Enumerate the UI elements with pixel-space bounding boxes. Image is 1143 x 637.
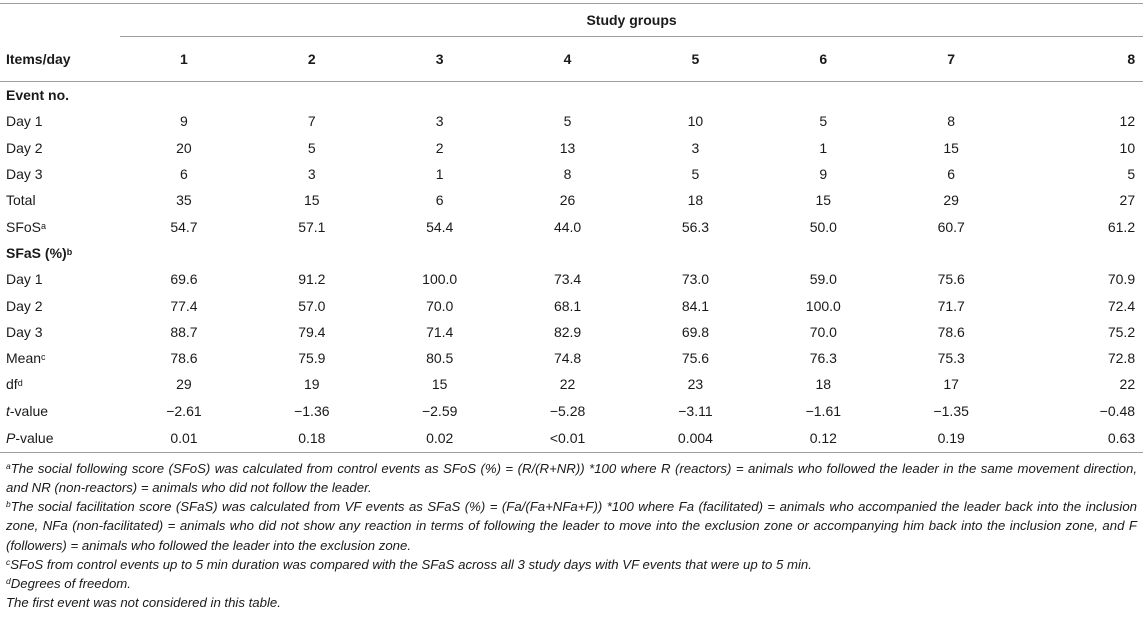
table-cell: 35: [176, 192, 192, 209]
table-cell: 6: [180, 166, 188, 183]
table-cell: 74.8: [553, 350, 582, 367]
table-cell: 79.4: [298, 323, 326, 340]
footnote-text: The social following score (SFoS) was calculated from control events as SFoS (%) = (R/(R+NR)) *100 where R (reactors) = animals who followed the leader in the same movement direction, and NR (non-reactors) = animals who did not follow the leader.: [6, 460, 1137, 496]
table-cell: 5: [819, 113, 828, 130]
table-row: [0, 108, 1143, 134]
footnote-a: [6, 459, 1137, 497]
table-cell: 27: [1119, 192, 1136, 209]
table-cell: −2.61: [166, 402, 202, 419]
table-cell: 78.6: [937, 323, 965, 340]
table-cell: 26: [559, 192, 576, 209]
header-row: [0, 37, 1143, 82]
table-cell: 78.6: [170, 350, 198, 367]
footnote-text: The social facilitation score (SFaS) was calculated from VF events as SFaS (%) = (Fa/(Fa+NFa+F)) *100 where Fa (facilitated) = animals who accompanied the leader back into the inclusion zone, NFa (non-facilitated) = animals who did not show any reaction in terms of following the leader to move into the exclusion zone or accompanying him back into the inclusion zone, and F (followers) = animals who followed the leader into the exclusion zone.: [6, 499, 1137, 553]
table-cell: 75.6: [681, 350, 710, 367]
table-cell: 7: [307, 113, 316, 130]
footnote-d: [6, 574, 1137, 593]
footnote-e: The first event was not considered in this table.: [6, 595, 281, 611]
table-cell: 0.63: [1015, 424, 1143, 453]
section-title-text: SFaS (%): [6, 244, 67, 261]
table-cell: 9: [180, 113, 188, 130]
table-cell: 19: [304, 376, 320, 393]
table-cell: 100.0: [422, 271, 458, 288]
group-header: 6: [759, 37, 887, 82]
table-cell: 72.4: [1107, 297, 1136, 314]
row-label-text: -value: [9, 402, 49, 419]
row-label-italic: t: [6, 402, 10, 419]
footnote-marker: b: [6, 499, 11, 510]
table-cell: 6: [435, 192, 444, 209]
table-cell: −1.35: [933, 402, 969, 419]
footnote-marker: c: [41, 352, 46, 363]
table-row: [0, 161, 1143, 187]
row-label: [0, 213, 120, 239]
table-cell: 5: [691, 166, 700, 183]
table-cell: −0.48: [1099, 402, 1136, 419]
table-cell: 3: [691, 139, 700, 156]
section-row: [0, 82, 1143, 109]
table-cell: −5.28: [549, 402, 586, 419]
table-cell: −1.61: [805, 402, 842, 419]
table-cell: 71.7: [937, 297, 965, 314]
table-cell: 13: [559, 139, 576, 156]
table-cell: 17: [943, 376, 959, 393]
table-row: [0, 292, 1143, 318]
table-cell: 80.5: [426, 350, 454, 367]
table-cell: 2: [435, 139, 444, 156]
table-row: [0, 213, 1143, 239]
row-label: Day 2: [6, 139, 43, 156]
table-cell: 22: [1119, 376, 1136, 393]
table-cell: −2.59: [421, 402, 458, 419]
table-cell: 54.4: [426, 218, 454, 235]
row-label-italic: P: [6, 429, 16, 446]
table-cell: 69.8: [681, 323, 710, 340]
table-row: [0, 135, 1143, 161]
group-header: 3: [376, 37, 504, 82]
table-cell: −1.36: [294, 402, 330, 419]
table-cell: 18: [687, 192, 704, 209]
table-row: [0, 266, 1143, 292]
table-cell: 88.7: [170, 323, 198, 340]
row-label: [0, 398, 120, 424]
table-cell: 73.0: [681, 271, 710, 288]
row-label-text: -value: [15, 429, 54, 446]
table-cell: 0.18: [248, 424, 376, 453]
group-title: Study groups: [120, 4, 1143, 37]
table-cell: 20: [176, 139, 192, 156]
table-cell: 60.7: [937, 218, 965, 235]
table-cell: 68.1: [553, 297, 582, 314]
table-row: [0, 424, 1143, 453]
table-cell: 18: [815, 376, 832, 393]
group-header: 1: [120, 37, 248, 82]
table-cell: 1: [819, 139, 828, 156]
table-cell: 70.0: [426, 297, 454, 314]
section-row: [0, 240, 1143, 266]
table-row: [0, 319, 1143, 345]
table-cell: 23: [687, 376, 704, 393]
table-cell: 71.4: [426, 323, 454, 340]
table-cell: 76.3: [809, 350, 837, 367]
row-label: Day 2: [6, 297, 43, 314]
row-label-text: SFoS: [6, 218, 42, 235]
group-title-row: [0, 4, 1143, 37]
row-label-text: Mean: [6, 350, 42, 367]
table-cell: 0.01: [120, 424, 248, 453]
table-cell: 61.2: [1107, 218, 1136, 235]
table-cell: 69.6: [170, 271, 198, 288]
table-cell: 57.0: [298, 297, 326, 314]
row-label: [0, 424, 120, 453]
table-cell: −3.11: [678, 402, 713, 419]
group-header: 5: [632, 37, 760, 82]
section-title: [0, 240, 1143, 266]
table-row: [0, 371, 1143, 397]
table-cell: 56.3: [681, 218, 710, 235]
table-cell: 75.2: [1107, 323, 1136, 340]
table-cell: 84.1: [681, 297, 710, 314]
footnote-marker: b: [66, 246, 73, 257]
row-label: [0, 371, 120, 397]
table-cell: 29: [943, 192, 959, 209]
table-cell: 75.6: [937, 271, 965, 288]
table-cell: 72.8: [1107, 350, 1136, 367]
footnote-marker: a: [41, 220, 47, 231]
table-cell: 15: [431, 376, 448, 393]
table-cell: 70.9: [1107, 271, 1136, 288]
table-cell: 6: [947, 166, 956, 183]
footnote-marker: a: [6, 460, 11, 471]
footnote-marker: d: [6, 576, 11, 587]
table-cell: 8: [947, 113, 956, 130]
data-table: [0, 3, 1143, 453]
section-title: Event no.: [6, 87, 70, 104]
table-cell: 15: [304, 192, 320, 209]
table-cell: 29: [176, 376, 192, 393]
table-cell: 0.12: [759, 424, 887, 453]
table-cell: 75.3: [937, 350, 965, 367]
row-label-text: df: [6, 376, 18, 393]
table-cell: 100.0: [805, 297, 841, 314]
table-cell: 44.0: [553, 218, 582, 235]
table-cell: 0.19: [887, 424, 1015, 453]
row-label: Day 1: [6, 113, 43, 130]
row-label-header: Items/day: [0, 37, 120, 82]
table-cell: 3: [435, 113, 444, 130]
table-cell: 0.02: [376, 424, 504, 453]
footnote-marker: d: [17, 378, 23, 389]
table-cell: 50.0: [809, 218, 837, 235]
table-cell: 3: [307, 166, 316, 183]
table-cell: 22: [559, 376, 576, 393]
table-cell: 54.7: [170, 218, 198, 235]
group-header: 7: [887, 37, 1015, 82]
table-row: [0, 398, 1143, 424]
group-header: 8: [1015, 37, 1143, 82]
table-footnotes: [0, 453, 1143, 613]
table-cell: 8: [563, 166, 572, 183]
table-cell: 9: [819, 166, 828, 183]
table-cell: 59.0: [809, 271, 837, 288]
table-cell: 82.9: [553, 323, 582, 340]
table-cell: 77.4: [170, 297, 198, 314]
table-cell: 15: [943, 139, 959, 156]
table-cell: 10: [687, 113, 704, 130]
group-header: 2: [248, 37, 376, 82]
table-row: [0, 187, 1143, 213]
row-label: Day 3: [6, 166, 43, 183]
row-label: Total: [6, 192, 36, 209]
table-cell: 5: [563, 113, 572, 130]
table-cell: 73.4: [553, 271, 582, 288]
footnote-marker: c: [6, 556, 11, 567]
group-header: 4: [504, 37, 632, 82]
table-cell: 10: [1119, 139, 1136, 156]
table-cell: 5: [1127, 166, 1136, 183]
row-label: Day 1: [6, 271, 43, 288]
table-cell: 0.004: [632, 424, 760, 453]
table-cell: 12: [1119, 113, 1136, 130]
table-cell: 70.0: [809, 323, 837, 340]
table-cell: 91.2: [298, 271, 326, 288]
table-row: [0, 345, 1143, 371]
footnote-b: [6, 497, 1137, 555]
table-cell: 57.1: [298, 218, 326, 235]
footnote-c: [6, 555, 1137, 574]
row-label: [0, 345, 120, 371]
table-cell: 1: [435, 166, 444, 183]
row-label: Day 3: [6, 323, 43, 340]
table-cell: 5: [307, 139, 316, 156]
footnote-text: Degrees of freedom.: [10, 576, 131, 592]
table-cell: 75.9: [298, 350, 326, 367]
footnote-text: SFoS from control events up to 5 min duration was compared with the SFaS across all 3 study days with VF events that were up to 5 min.: [10, 556, 812, 572]
table-cell: 15: [815, 192, 832, 209]
table-cell: <0.01: [504, 424, 632, 453]
